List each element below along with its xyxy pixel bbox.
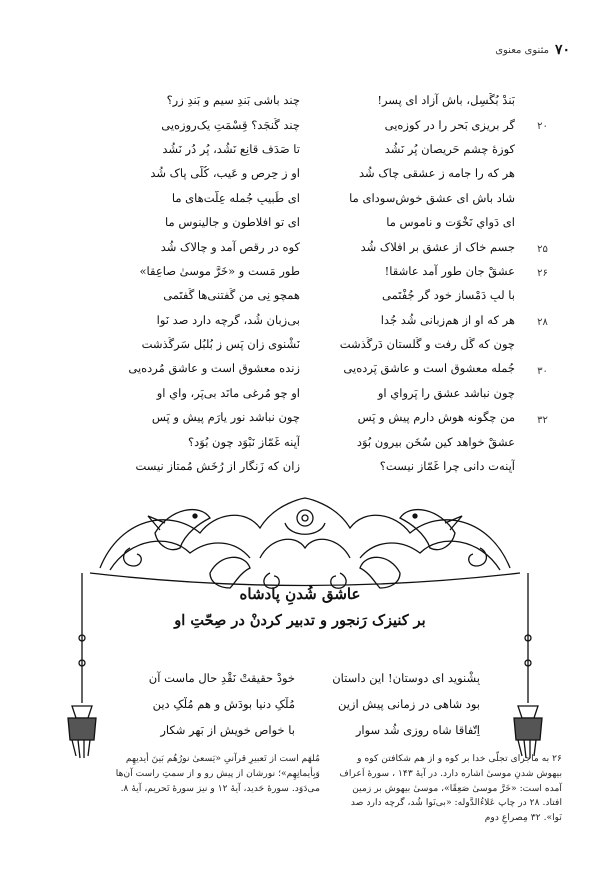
- hemistich-second: او ز حِرص و عَیب، کُلّی پاک شُد: [150, 166, 300, 181]
- verse-couplet: [130, 717, 480, 743]
- hemistich-second: آیِنه غَمّاز نَبْوَد چون بُوَد؟: [188, 434, 300, 449]
- hemistich-first: بَندْ بُگْسِل، باش آزاد ای پسر!: [377, 93, 515, 108]
- verse-number: ۳۰: [537, 366, 548, 377]
- hemistich-first: جُمله معشوق است و عاشق پَرده‌یی: [343, 361, 515, 376]
- verse-couplet: [95, 259, 515, 283]
- floral-crest-ornament: [90, 498, 520, 588]
- hemistich-second: کوه در رقص آمد و چالاک شُد: [160, 239, 300, 254]
- hemistich-first: چون که گُل رفت و گُلستان دَرگُذشت: [339, 337, 515, 352]
- hemistich-first: بِشْنوید ای دوستان! این داستان: [332, 671, 480, 685]
- book-title: مثنوی معنوی: [495, 44, 549, 56]
- hemistich-second: زان که زَنگار از رُخَش مُمتاز نیست: [135, 459, 300, 474]
- hanging-lamp-left: [68, 573, 96, 758]
- hemistich-second: تا صَدَف قانِع نَشُد، پُر دُر نَشُد: [162, 141, 300, 156]
- hemistich-first: آیِنه‌ت دانی چرا غَمّاز نیست؟: [379, 459, 515, 474]
- section-subtitle: بر کنیزک رَنجور و تدبیر کردنْ در صِحّتِ او: [174, 612, 426, 629]
- verse-couplet: [130, 691, 480, 717]
- story-verse-block: [130, 665, 480, 743]
- hemistich-second: بی‌زبان شُد، گرچه دارد صد نَوا: [156, 312, 300, 327]
- verse-block: [95, 88, 515, 478]
- hemistich-first: کوزهٔ چشمِ حَریصان پُر نَشُد: [384, 141, 515, 156]
- verse-couplet: [95, 210, 515, 234]
- hemistich-first: جسمِ خاک از عشق بر افلاک شُد: [360, 239, 515, 254]
- verse-number: ۲۶: [537, 268, 548, 279]
- verse-couplet: [95, 356, 515, 380]
- footnote-text: ۲۶ به ماجرای تجلّی خدا بر کوه و از هم شکافتن کوه و بیهوش شدنِ موسیٰ اشاره دارد. در آیهٔ ۱۴۳ ، سورهٔ اَعراف آمده است: «خَرَّ موسیٰ صَعِقًا»، موسیٰ بیهوش بر زمین افتاد. ۲۸ در چاپ عَلاءُالدَّوله: «بی‌نَوا شُد، گرچه دارد صد نَوا». ۳۲ مِصراعِ دوم: [339, 753, 562, 824]
- section-title: عاشق شُدنِ پادشاه: [239, 585, 361, 603]
- footnotes: [92, 752, 562, 826]
- page-number: ۷۰: [554, 42, 570, 58]
- hemistich-second: زنده معشوق است و عاشق مُرده‌یی: [128, 361, 300, 376]
- hemistich-first: من چگونه هوش دارم پیش و پَس: [357, 410, 515, 425]
- verse-couplet: [95, 454, 515, 478]
- hemistich-second: طور مَست و «خَرَّ موسیٰ صاعِقا»: [139, 263, 300, 278]
- verse-couplet: [95, 234, 515, 258]
- verse-couplet: [95, 308, 515, 332]
- hemistich-first: عشقْ خواهد کین سُخَن بیرون بُوَد: [356, 434, 515, 449]
- verse-number: ۲۰: [537, 121, 548, 132]
- hemistich-first: شاد باش ای عشقِ خوش‌سودای ما: [349, 190, 515, 205]
- hemistich-first: بود شاهی در زمانی پیش ازین: [337, 697, 480, 711]
- verse-couplet: [95, 405, 515, 429]
- verse-couplet: [130, 665, 480, 691]
- verse-couplet: [95, 112, 515, 136]
- hemistich-second: با خواصِ خویش از بَهرِ شکار: [160, 723, 295, 737]
- verse-number: ۳۲: [537, 415, 548, 426]
- hemistich-first: هر که را جامه ز عشقی چاک شُد: [359, 166, 515, 181]
- hemistich-second: خودْ حقیقتْ نَقْدِ حالِ ماست آن: [148, 671, 295, 685]
- verse-couplet: [95, 283, 515, 307]
- hemistich-first: چون نباشد عشق را پَروایِ او: [377, 385, 515, 400]
- hemistich-second: نَشْنوی زان پَس ز بُلبُل سَرگُذشت: [141, 337, 300, 352]
- hemistich-second: چند گُنجَد؟ قِسْمَتِ یک‌روزه‌یی: [161, 117, 300, 132]
- verse-couplet: [95, 429, 515, 453]
- hemistich-first: عشقْ جانِ طور آمد عاشقا!: [384, 263, 515, 278]
- hemistich-second: مُلْکِ دنیا بودَش و هم مُلْکِ دین: [152, 697, 295, 711]
- hemistich-second: همچو نِی من گُفتنی‌ها گُفتَمی: [163, 288, 300, 303]
- verse-couplet: [95, 88, 515, 112]
- hemistich-second: چند باشی بَندِ سیم و بَندِ زر؟: [166, 93, 300, 108]
- verse-couplet: [95, 137, 515, 161]
- footnote-column-left: [92, 752, 320, 826]
- verse-couplet: [95, 381, 515, 405]
- verse-couplet: [95, 161, 515, 185]
- hemistich-first: ای دَوایِ نَخْوَت و ناموسِ ما: [386, 215, 515, 230]
- hemistich-second: ای تو افلاطون و جالینوسِ ما: [165, 215, 300, 230]
- hanging-lamp-right: [514, 573, 542, 758]
- hemistich-first: اِتّفاقا شاه روزی شُد سوار: [355, 723, 480, 737]
- hemistich-second: او چو مُرغی مانَد بی‌پَر، وایِ او: [156, 385, 300, 400]
- hemistich-first: گر بریزی بَحر را در کوزه‌یی: [384, 117, 515, 132]
- page-header: [470, 40, 570, 60]
- verse-number: ۲۵: [537, 244, 548, 255]
- hemistich-second: چون نباشد نورِ یارَم پیش و پَس: [151, 410, 300, 425]
- hemistich-second: ای طَبیبِ جُمله عِلّت‌های ما: [171, 190, 300, 205]
- hemistich-first: با لبِ دَمْسازِ خود گر جُفْتَمی: [382, 288, 515, 303]
- hemistich-first: هر که او از هم‌زبانی شُد جُدا: [380, 312, 515, 327]
- footnote-column-right: [334, 752, 562, 826]
- footnote-text: مُلهَم است از تَعبیرِ قرآنیِ «یَسعیٰ نورُهُم بَینَ أیدیهِم وَبِأیمانِهِم»؛ نورشان از پیش رو و از سمتِ راست آن‌ها می‌دَوَد. سورهٔ حَدید، آیهٔ ۱۲ و نیز سورهٔ تَحریم، آیهٔ ۸.: [115, 753, 320, 794]
- verse-number: ۲۸: [537, 317, 548, 328]
- verse-couplet: [95, 186, 515, 210]
- verse-couplet: [95, 332, 515, 356]
